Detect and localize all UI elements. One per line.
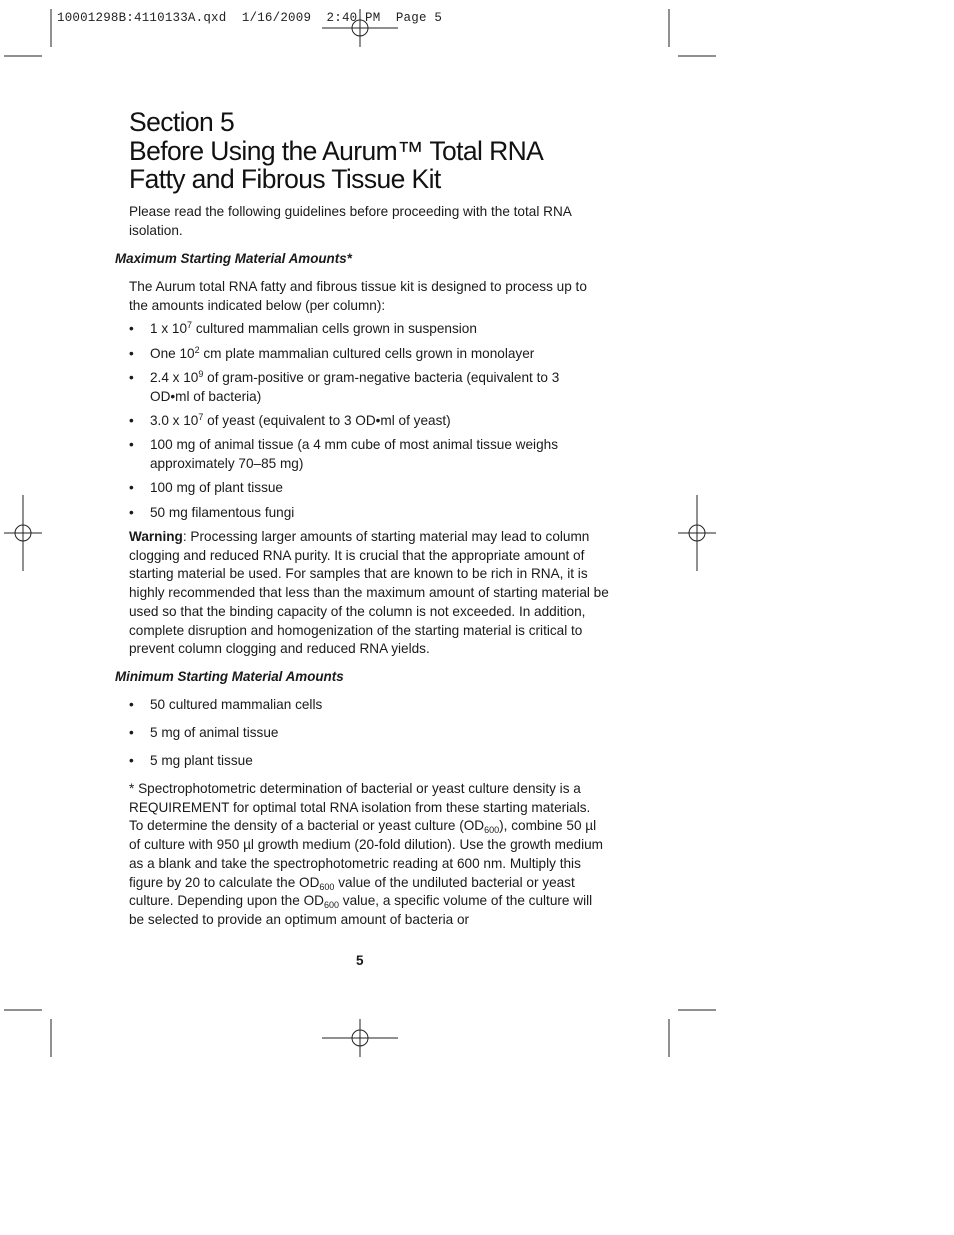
- warning-paragraph: Warning: Processing larger amounts of starting material may lead to column clogging and reduced RNA purity. It is crucial that the appropriate amount of starting material be used. For samples that are known to be rich in RNA, it is highly recommended that less than the maximum amount of starting material be used so that the binding capacity of the column is not exceeded. In addition, complete disruption and homogenization of the starting material is critical to prevent column clogging and reduced RNA yields.: [129, 529, 609, 657]
- bullet-icon: •: [129, 697, 134, 712]
- registration-mark-bottom: [322, 1019, 398, 1057]
- warning-label: Warning: [129, 529, 183, 544]
- file-slug-line: 10001298B:4110133A.qxd 1/16/2009 2:40 PM Page 5: [57, 11, 443, 25]
- page-number: 5: [356, 953, 364, 968]
- list-item: • 50 cultured mammalian cells: [129, 696, 599, 715]
- bullet-icon: •: [129, 725, 134, 740]
- bullet-icon: •: [129, 505, 134, 520]
- footnote-paragraph: * Spectrophotometric determination of bacterial or yeast culture density is a REQUIREMENT for optimal total RNA isolation from these starting materials. To determine the density of a bacterial or yeast culture $(OD_{600})$, combine 50 µl of culture with 950 µl growth medium (20-fold dilution). Use the growth medium as a blank and take the spectrophotometric reading at 600 nm. Multiply this figure by 20 to calculate the $OD_{600}$ value of the undiluted bacterial or yeast culture. Depending upon the $OD_{600}$ value, a specific volume of the culture will be selected to provide an optimum amount of bacteria or: [129, 781, 604, 927]
- list-item: • 50 mg filamentous fungi: [129, 504, 599, 523]
- list-item: • 3.0 x $10^7$ of yeast (equivalent to 3 OD•ml of yeast): [129, 412, 599, 431]
- bullet-icon: •: [129, 753, 134, 768]
- max-amounts-heading: Maximum Starting Material Amounts*: [115, 251, 352, 266]
- bullet-icon: •: [129, 321, 134, 336]
- bullet-icon: •: [129, 370, 134, 385]
- bullet-icon: •: [129, 413, 134, 428]
- intro-paragraph: Please read the following guidelines before proceeding with the total RNA isolation.: [129, 204, 572, 238]
- list-item: • 100 mg of animal tissue (a 4 mm cube of most animal tissue weighs approximately 70–85 mg): [129, 437, 558, 471]
- section-title: [129, 108, 543, 194]
- max-amounts-intro: The Aurum total RNA fatty and fibrous tissue kit is designed to process up to the amounts indicated below (per column):: [129, 279, 587, 313]
- list-item: • 100 mg of plant tissue: [129, 479, 599, 498]
- list-item: • 5 mg of animal tissue: [129, 724, 599, 743]
- bullet-icon: •: [129, 480, 134, 495]
- bullet-icon: •: [129, 437, 134, 452]
- list-item: • 1 x $10^7$ cultured mammalian cells grown in suspension: [129, 320, 599, 339]
- title-line-3: Fatty and Fibrous Tissue Kit: [129, 164, 441, 194]
- registration-mark-right: [678, 495, 716, 571]
- list-item: • One $10^2$ cm plate mammalian cultured cells grown in monolayer: [129, 345, 599, 364]
- bullet-icon: •: [129, 346, 134, 361]
- list-item: • 2.4 x $10^9$ of gram-positive or gram-negative bacteria (equivalent to 3 OD•ml of bacteria): [129, 369, 560, 404]
- min-amounts-heading: Minimum Starting Material Amounts: [115, 669, 344, 684]
- registration-mark-left: [4, 495, 42, 571]
- title-line-2: Before Using the Aurum™ Total RNA: [129, 135, 544, 166]
- list-item: • 5 mg plant tissue: [129, 752, 599, 771]
- title-line-1: Section 5: [129, 107, 235, 137]
